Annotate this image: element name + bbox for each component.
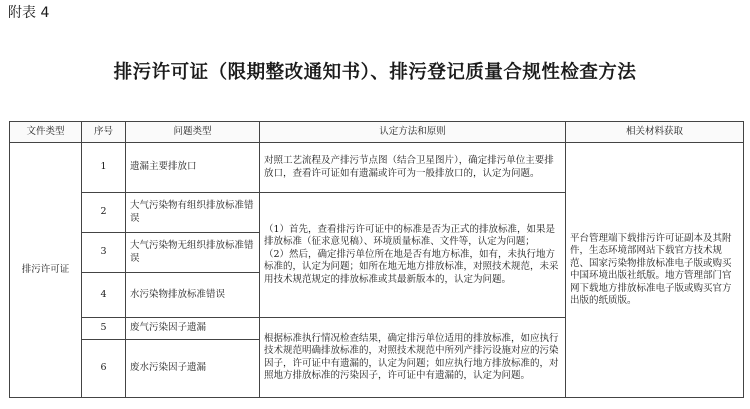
- method-cell: 对照工艺流程及产排污节点图（结合卫星图片），确定排污单位主要排放口，查看许可证如有遗漏或许可为一般排放口的，认定为问题。: [260, 143, 566, 193]
- row-number: 5: [82, 318, 126, 340]
- column-header: 文件类型: [10, 122, 82, 143]
- row-number: 2: [82, 193, 126, 233]
- column-header: 序号: [82, 122, 126, 143]
- column-header: 认定方法和原则: [260, 122, 566, 143]
- problem-type: 废水污染因子遗漏: [126, 340, 260, 398]
- table-header-row: [10, 122, 744, 143]
- problem-type: 大气污染物有组织排放标准错误: [126, 193, 260, 233]
- appendix-label: 附表 4: [8, 5, 50, 21]
- column-header: 问题类型: [126, 122, 260, 143]
- file-type-cell: 排污许可证: [10, 143, 82, 398]
- row-number: 1: [82, 143, 126, 193]
- row-number: 6: [82, 340, 126, 398]
- problem-type: 大气污染物无组织排放标准错误: [126, 233, 260, 273]
- row-number: 3: [82, 233, 126, 273]
- problem-type: 水污染物排放标准错误: [126, 273, 260, 318]
- page-title: 排污许可证（限期整改通知书）、排污登记质量合规性检查方法: [113, 62, 637, 83]
- table-row: [10, 143, 744, 193]
- materials-cell: 平台管理端下载排污许可证副本及其附件，生态环境部网站下载官方技术规范、国家污染物排放标准电子版或购买中国环境出版社纸版。地方管理部门官网下载地方排放标准电子版或购买官方出版的纸质版。: [566, 143, 744, 398]
- method-cell: （1）首先，查看排污许可证中的标准是否为正式的排放标准，如果是排放标准（征求意见稿）、环境质量标准、文件等，认定为问题； （2）然后，确定排污单位所在地是否有地方标准，如有，未执行地方标准的，认定为问题；如所在地无地方排放标准，对照技术规范，未采用技术规范规定的排放标准或其最新版本的，认定为问题。: [260, 193, 566, 318]
- problem-type: 遗漏主要排放口: [126, 143, 260, 193]
- column-header: 相关材料获取: [566, 122, 744, 143]
- compliance-check-table: [9, 121, 744, 398]
- row-number: 4: [82, 273, 126, 318]
- problem-type: 废气污染因子遗漏: [126, 318, 260, 340]
- method-cell: 根据标准执行情况检查结果，确定排污单位适用的排放标准，如应执行技术规范明确排放标准的，对照技术规范中所列产排污设施对应的污染因子，许可证中有遗漏的，认定为问题；如应执行地方排放标准的，对照地方排放标准的污染因子，许可证中有遗漏的，认定为问题。: [260, 318, 566, 398]
